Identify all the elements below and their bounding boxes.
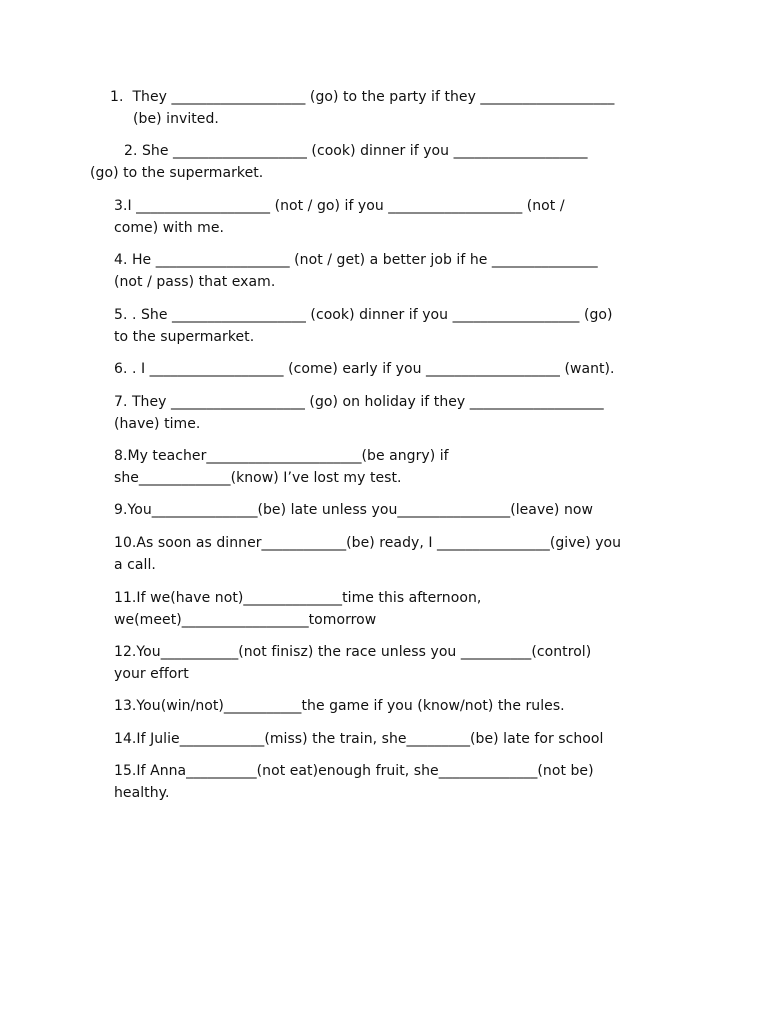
item-2-line-2: (go) to the supermarket. (90, 165, 264, 181)
item-3-line-2: come) with me. (114, 220, 224, 236)
item-14-line-1: 14.If Julie____________(miss) the train, she_________(be) late for school (114, 731, 604, 747)
item-15-line-1: 15.If Anna__________(not eat)enough fruit, she______________(not be) (114, 763, 594, 779)
item-5-line-1: 5. . She ___________________ (cook) dinner if you __________________ (go) (114, 307, 613, 323)
item-4-line-2: (not / pass) that exam. (114, 274, 276, 290)
item-15-line-2: healthy. (114, 785, 170, 801)
item-7-line-1: 7. They ___________________ (go) on holiday if they ___________________ (114, 394, 604, 410)
item-8-line-2: she_____________(know) I’ve lost my test. (114, 470, 402, 486)
item-10-line-2: a call. (114, 557, 156, 573)
item-12-line-1: 12.You___________(not finisz) the race unless you __________(control) (114, 644, 592, 660)
item-2-line-1: 2. She ___________________ (cook) dinner if you ___________________ (124, 143, 588, 159)
item-1-line-2: (be) invited. (133, 111, 219, 127)
item-9-line-1: 9.You_______________(be) late unless you________________(leave) now (114, 502, 593, 518)
item-5-line-2: to the supermarket. (114, 329, 255, 345)
item-13-line-1: 13.You(win/not)___________the game if you (know/not) the rules. (114, 698, 565, 714)
item-3-line-1: 3.I ___________________ (not / go) if you ___________________ (not / (114, 198, 565, 214)
item-12-line-2: your effort (114, 666, 189, 682)
item-10-line-1: 10.As soon as dinner____________(be) ready, I ________________(give) you (114, 535, 622, 551)
item-11-line-2: we(meet)__________________tomorrow (114, 612, 377, 628)
item-8-line-1: 8.My teacher______________________(be angry) if (114, 448, 449, 464)
item-6-line-1: 6. . I ___________________ (come) early if you ___________________ (want). (114, 361, 615, 377)
item-4-line-1: 4. He ___________________ (not / get) a better job if he _______________ (114, 252, 598, 268)
item-1-line-1: 1. They ___________________ (go) to the party if they ___________________ (110, 89, 615, 105)
item-7-line-2: (have) time. (114, 416, 201, 432)
item-11-line-1: 11.If we(have not)______________time this afternoon, (114, 590, 482, 606)
